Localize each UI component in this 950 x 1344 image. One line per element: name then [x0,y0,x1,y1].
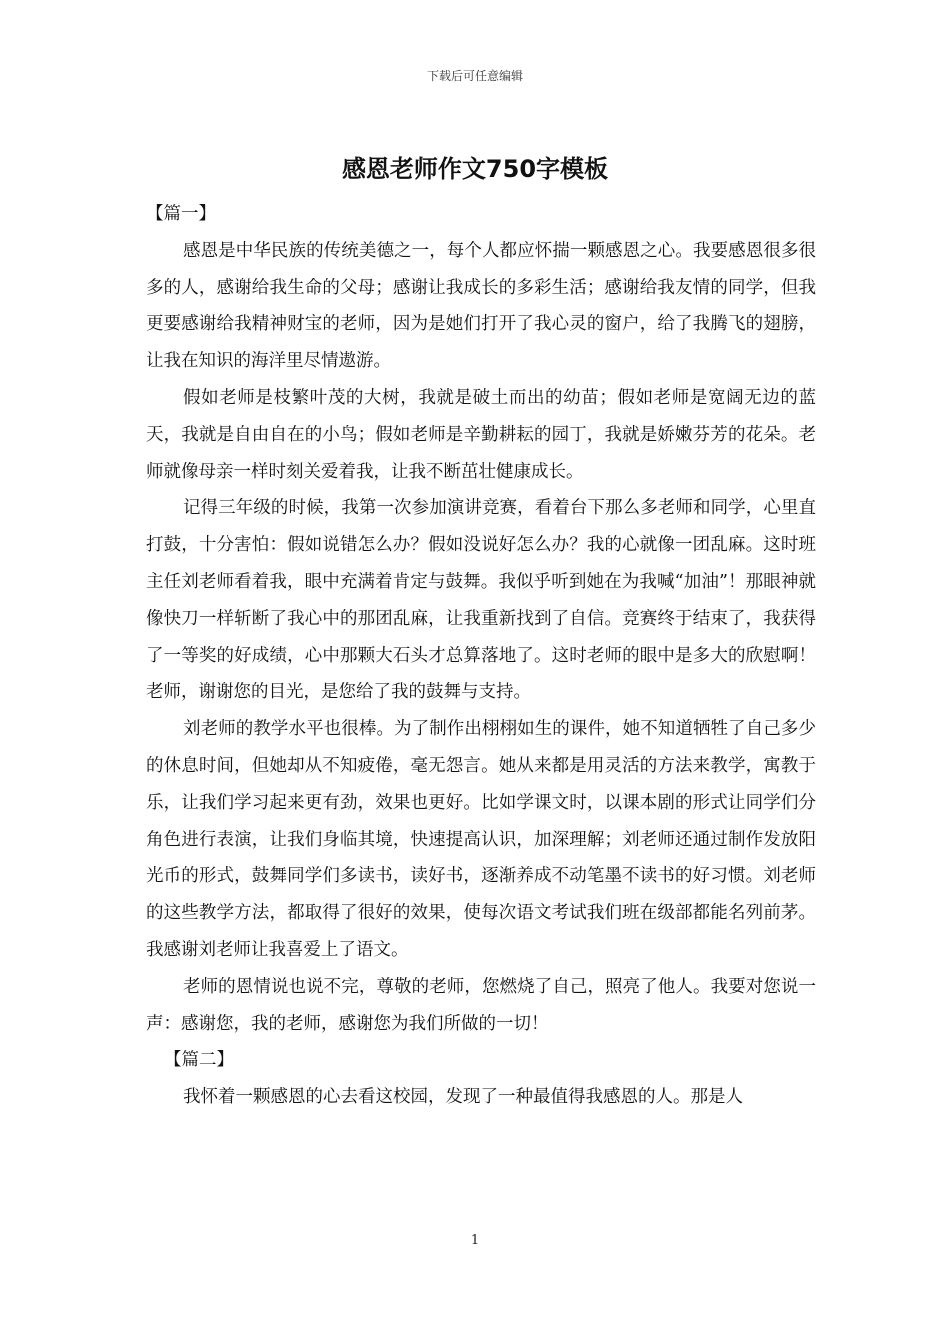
paragraph: 记得三年级的时候，我第一次参加演讲竞赛，看着台下那么多老师和同学，心里直打鼓，十分害怕：假如说错怎么办？假如没说好怎么办？我的心就像一团乱麻。这时班主任刘老师看着我，眼中充满着肯定与鼓舞。我似乎听到她在为我喊“加油”！那眼神就像快刀一样斩断了我心中的那团乱麻，让我重新找到了自信。竞赛终于结束了，我获得了一等奖的好成绩，心中那颗大石头才总算落地了。这时老师的眼中是多大的欣慰啊！老师，谢谢您的目光，是您给了我的鼓舞与支持。 [146,498,816,703]
page-number: 1 [470,1233,480,1248]
paragraph: 假如老师是枝繁叶茂的大树，我就是破土而出的幼苗；假如老师是宽阔无边的蓝天，我就是自由自在的小鸟；假如老师是辛勤耕耘的园丁，我就是娇嫩芬芳的花朵。老师就像母亲一样时刻关爱着我，让我不断茁壮健康成长。 [146,387,816,482]
paragraph: 老师的恩情说也说不完，尊敬的老师，您燃烧了自己，照亮了他人。我要对您说一声：感谢您，我的老师，感谢您为我们所做的一切！ [146,976,816,1034]
document-body [146,196,816,1116]
paragraph: 刘老师的教学水平也很棒。为了制作出栩栩如生的课件，她不知道牺牲了自己多少的休息时间，但她却从不知疲倦，毫无怨言。她从来都是用灵活的方法来教学，寓教于乐，让我们学习起来更有劲，效果也更好。比如学课文时，以课本剧的形式让同学们分角色进行表演，让我们身临其境，快速提高认识，加深理解；刘老师还通过制作发放阳光币的形式，鼓舞同学们多读书，读好书，逐渐养成不动笔墨不读书的好习惯。刘老师的这些教学方法，都取得了很好的效果，使每次语文考试我们班在级部都能名列前茅。我感谢刘老师让我喜爱上了语文。 [146,719,816,960]
section-heading-1: 【篇一】 [146,204,216,224]
document-title: 感恩老师作文750字模板 [341,155,609,183]
paragraph: 感恩是中华民族的传统美德之一，每个人都应怀揣一颗感恩之心。我要感恩很多很多的人，感谢给我生命的父母；感谢让我成长的多彩生活；感谢给我友情的同学，但我更要感谢给我精神财宝的老师，因为是她们打开了我心灵的窗户，给了我腾飞的翅膀，让我在知识的海洋里尽情遨游。 [146,240,816,372]
page-header: 下载后可任意编辑 [426,69,523,83]
section-heading-2: 【篇二】 [164,1050,234,1071]
paragraph: 我怀着一颗感恩的心去看这校园，发现了一种最值得我感恩的人。那是人 [183,1087,743,1108]
